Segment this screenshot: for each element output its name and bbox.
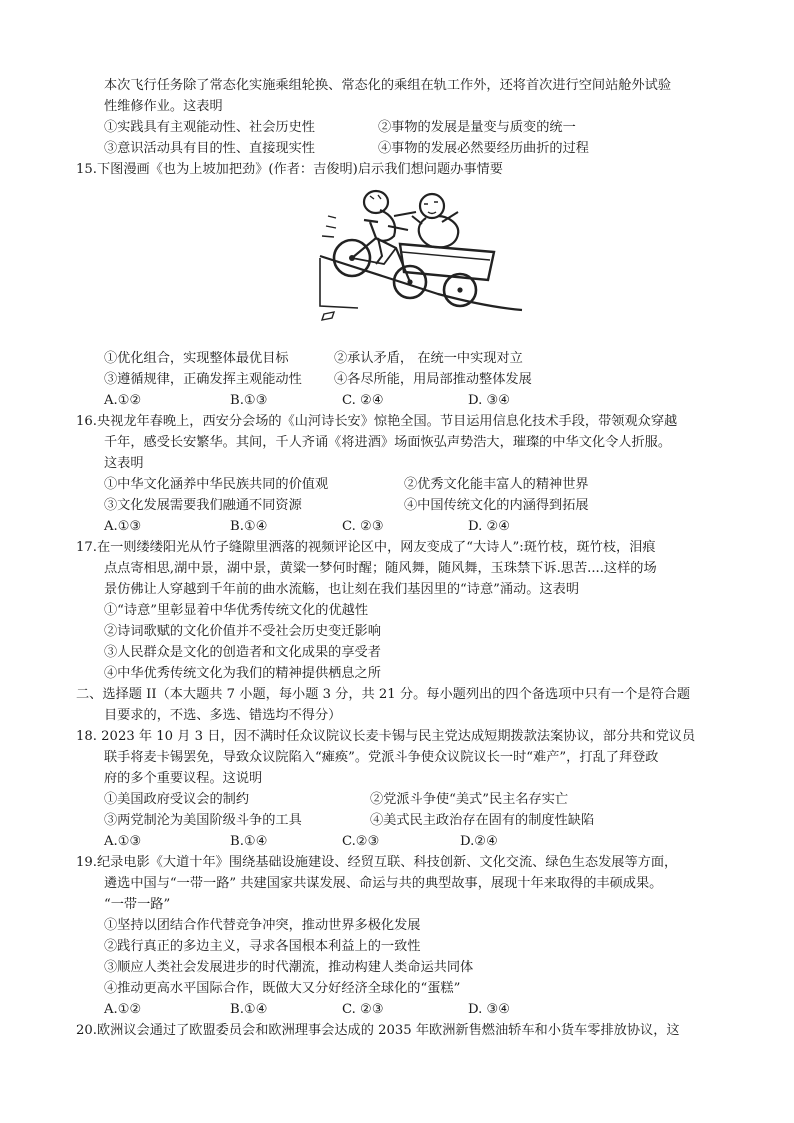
q15-stem: 15.下图漫画《也为上坡加把劲》(作者：吉俊明)启示我们想问题办事情要 bbox=[76, 162, 503, 177]
q19-option-1: ①坚持以团结合作代替竞争冲突，推动世界多极化发展 bbox=[104, 918, 421, 933]
q19-stem-line-3: “一带一路” bbox=[104, 897, 171, 912]
q18-choice-c: C.②③ bbox=[342, 834, 380, 849]
q16-option-2: ②优秀文化能丰富人的精神世界 bbox=[404, 477, 589, 492]
q16-choice-c: C. ②③ bbox=[342, 519, 384, 534]
q18-option-2: ②党派斗争使“美式”民主名存实亡 bbox=[370, 792, 569, 807]
q18-choice-b: B.①④ bbox=[230, 834, 268, 849]
q19-choice-a: A.①② bbox=[104, 1002, 142, 1017]
q18-stem-line-2: 联手将麦卡锡罢免，导致众议院陷入“瘫痪”。党派斗争使众议院议长一时“难产”，打乱了拜登政 bbox=[104, 750, 659, 765]
q15-choice-d: D. ③④ bbox=[468, 393, 511, 408]
q16-choice-a: A.①③ bbox=[104, 519, 142, 534]
q15-choice-a: A.①② bbox=[104, 393, 142, 408]
q17-option-2: ②诗词歌赋的文化价值并不受社会历史变迁影响 bbox=[104, 624, 381, 639]
section-2-heading-line-1: 二、选择题 II（本大题共 7 小题，每小题 3 分，共 21 分。每小题列出的四个备选项中只有一个是符合题 bbox=[76, 687, 691, 702]
q14-option-2: ②事物的发展是量变与质变的统一 bbox=[378, 120, 576, 135]
q17-stem-line-2: 点点寄相思,湖中景，湖中景，黄粱一梦何时醒；随风舞，随风舞，玉珠禁下诉.思苦....这样的场 bbox=[104, 561, 657, 576]
q16-option-4: ④中国传统文化的内涵得到拓展 bbox=[404, 498, 589, 513]
q16-choice-b: B.①④ bbox=[230, 519, 268, 534]
q15-option-4: ④各尽所能，用局部推动整体发展 bbox=[334, 372, 532, 387]
q19-stem-line-2: 遴选中国与“一带一路” 共建国家共谋发展、命运与共的典型故事，展现十年来取得的丰硕成果。 bbox=[104, 876, 663, 891]
q18-stem-line-1: 18. 2023 年 10 月 3 日，因不满时任众议院议长麦卡锡与民主党达成短期拨款法案协议，部分共和党议员 bbox=[76, 729, 696, 744]
q20-stem-line-1: 20.欧洲议会通过了欧盟委员会和欧洲理事会达成的 2035 年欧洲新售燃油轿车和小货车零排放协议，这 bbox=[76, 1023, 680, 1038]
q18-option-4: ④美式民主政治存在固有的制度性缺陷 bbox=[370, 813, 595, 828]
q14-stem-line-2: 性维修作业。这表明 bbox=[104, 99, 223, 114]
cartoon-uphill-bicycle-image bbox=[318, 186, 524, 324]
q14-option-4: ④事物的发展必然要经历曲折的过程 bbox=[378, 141, 589, 156]
q18-stem-line-3: 府的多个重要议程。这说明 bbox=[104, 771, 263, 786]
q16-stem-line-2: 千年，感受长安繁华。其间，千人齐诵《将进酒》场面恢弘声势浩大，璀璨的中华文化令人折服。 bbox=[104, 435, 672, 450]
q19-choice-c: C. ②③ bbox=[342, 1002, 384, 1017]
q19-option-3: ③顺应人类社会发展进步的时代潮流，推动构建人类命运共同体 bbox=[104, 960, 474, 975]
q15-choice-c: C. ②④ bbox=[342, 393, 384, 408]
q16-stem-line-1: 16.央视龙年春晚上，西安分会场的《山河诗长安》惊艳全国。节目运用信息化技术手段，带领观众穿越 bbox=[76, 414, 678, 429]
q19-choice-d: D. ③④ bbox=[468, 1002, 511, 1017]
q15-option-3: ③遵循规律，正确发挥主观能动性 bbox=[104, 372, 302, 387]
q16-stem-line-3: 这表明 bbox=[104, 456, 144, 471]
q14-option-1: ①实践具有主观能动性、社会历史性 bbox=[104, 120, 315, 135]
q14-stem-line-1: 本次飞行任务除了常态化实施乘组轮换、常态化的乘组在轨工作外，还将首次进行空间站舱外试验 bbox=[104, 78, 672, 93]
q17-stem-line-1: 17.在一则缕缕阳光从竹子缝隙里洒落的视频评论区中，网友变成了“大诗人”:斑竹枝，斑竹枝，泪痕 bbox=[76, 540, 656, 555]
q17-option-3: ③人民群众是文化的创造者和文化成果的享受者 bbox=[104, 645, 381, 660]
q19-option-2: ②践行真正的多边主义，寻求各国根本利益上的一致性 bbox=[104, 939, 421, 954]
q17-option-4: ④中华优秀传统文化为我们的精神提供栖息之所 bbox=[104, 666, 381, 681]
q18-option-1: ①美国政府受议会的制约 bbox=[104, 792, 250, 807]
q14-option-3: ③意识活动具有目的性、直接现实性 bbox=[104, 141, 315, 156]
section-2-heading-line-2: 目要求的，不选、多选、错选均不得分） bbox=[104, 708, 342, 723]
q15-option-2: ②承认矛盾， 在统一中实现对立 bbox=[334, 351, 523, 366]
q15-option-1: ①优化组合，实现整体最优目标 bbox=[104, 351, 289, 366]
q17-option-1: ①“诗意”里彰显着中华优秀传统文化的优越性 bbox=[104, 603, 369, 618]
q17-stem-line-3: 景仿佛让人穿越到千年前的曲水流觞，也让刻在我们基因里的“诗意”涌动。这表明 bbox=[104, 582, 580, 597]
q19-option-4: ④推动更高水平国际合作，既做大又分好经济全球化的“蛋糕” bbox=[104, 981, 461, 996]
q19-stem-line-1: 19.纪录电影《大道十年》围绕基础设施建设、经贸互联、科技创新、文化交流、绿色生态发展等方面， bbox=[76, 855, 678, 870]
q18-option-3: ③两党制沦为美国阶级斗争的工具 bbox=[104, 813, 302, 828]
q16-choice-d: D. ②④ bbox=[468, 519, 511, 534]
q16-option-1: ①中华文化涵养中华民族共同的价值观 bbox=[104, 477, 329, 492]
q19-choice-b: B.①④ bbox=[230, 1002, 268, 1017]
q18-choice-a: A.①③ bbox=[104, 834, 142, 849]
q18-choice-d: D.②④ bbox=[460, 834, 498, 849]
q15-choice-b: B.①③ bbox=[230, 393, 268, 408]
q16-option-3: ③文化发展需要我们融通不同资源 bbox=[104, 498, 302, 513]
